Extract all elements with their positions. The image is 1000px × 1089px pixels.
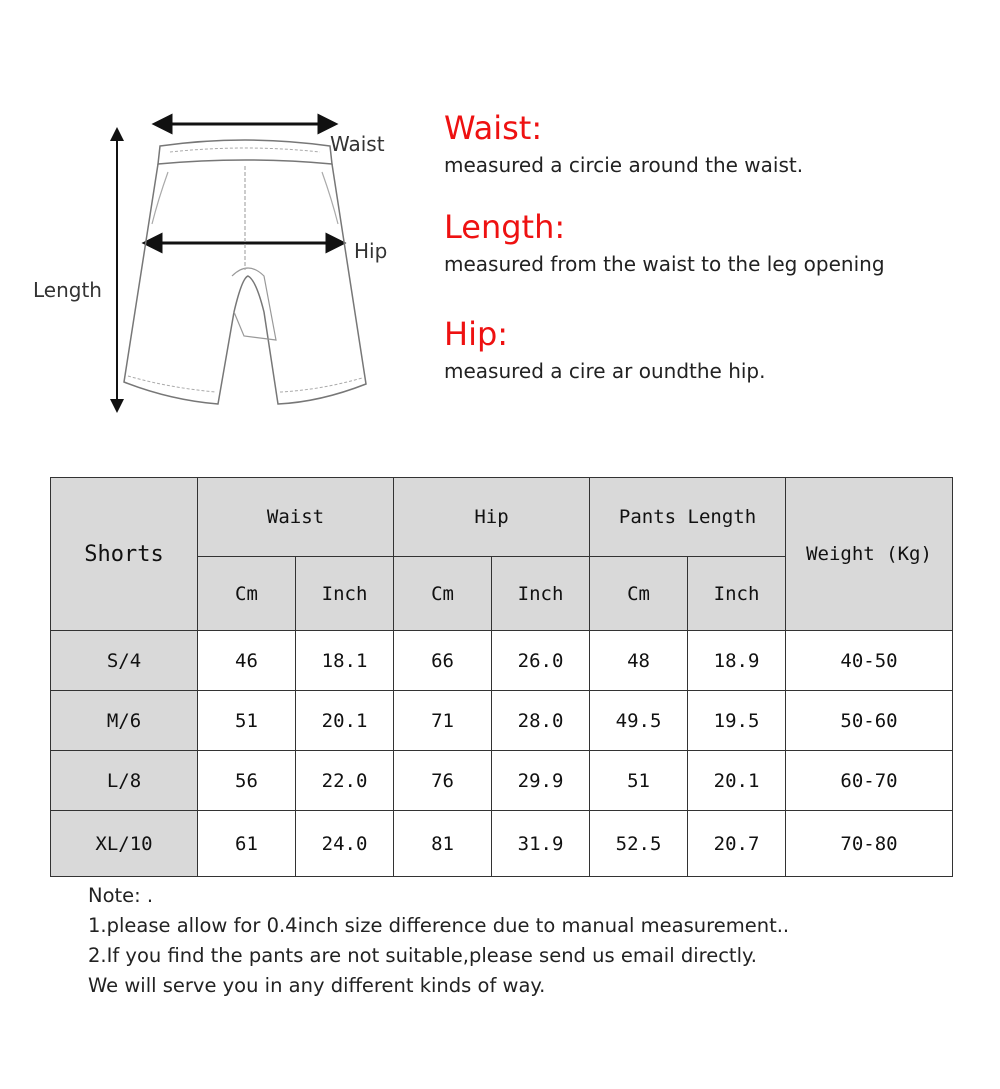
- value-cell: 48: [590, 631, 688, 691]
- value-cell: 76: [394, 751, 492, 811]
- value-cell: 19.5: [688, 691, 786, 751]
- value-cell: 71: [394, 691, 492, 751]
- definition-hip: [444, 316, 765, 384]
- size-cell: M/6: [51, 691, 198, 751]
- value-cell: 66: [394, 631, 492, 691]
- value-cell: 46: [198, 631, 296, 691]
- unit-header: Cm: [590, 557, 688, 631]
- value-cell: 51: [590, 751, 688, 811]
- value-cell: 70-80: [786, 811, 953, 877]
- value-cell: 29.9: [492, 751, 590, 811]
- value-cell: 26.0: [492, 631, 590, 691]
- definition-title: Length:: [444, 208, 566, 246]
- definition-length: [444, 209, 885, 277]
- definition-title: Hip:: [444, 315, 509, 353]
- waist-header: Waist: [198, 478, 394, 557]
- value-cell: 22.0: [296, 751, 394, 811]
- value-cell: 61: [198, 811, 296, 877]
- value-cell: 51: [198, 691, 296, 751]
- unit-header: Inch: [296, 557, 394, 631]
- size-chart-table: [50, 477, 953, 877]
- size-cell: L/8: [51, 751, 198, 811]
- value-cell: 49.5: [590, 691, 688, 751]
- diagram-hip-label: Hip: [354, 239, 388, 263]
- pants-length-header: Pants Length: [590, 478, 786, 557]
- size-cell: S/4: [51, 631, 198, 691]
- size-cell: XL/10: [51, 811, 198, 877]
- notes-section: [88, 881, 968, 1001]
- definition-title: Waist:: [444, 109, 543, 147]
- value-cell: 50-60: [786, 691, 953, 751]
- table-row: [51, 691, 953, 751]
- diagram-waist-label: Waist: [330, 132, 385, 156]
- value-cell: 60-70: [786, 751, 953, 811]
- value-cell: 24.0: [296, 811, 394, 877]
- value-cell: 20.7: [688, 811, 786, 877]
- shorts-measurement-diagram: [20, 100, 420, 430]
- definition-description: measured a circie around the waist.: [444, 153, 804, 177]
- value-cell: 18.1: [296, 631, 394, 691]
- value-cell: 28.0: [492, 691, 590, 751]
- note-line: 2.If you find the pants are not suitable,please send us email directly.: [88, 944, 757, 967]
- unit-header: Cm: [394, 557, 492, 631]
- value-cell: 31.9: [492, 811, 590, 877]
- diagram-length-label: Length: [33, 278, 102, 302]
- hip-header: Hip: [394, 478, 590, 557]
- note-heading: Note: .: [88, 884, 154, 907]
- definition-description: measured a cire ar oundthe hip.: [444, 359, 766, 383]
- value-cell: 20.1: [688, 751, 786, 811]
- shorts-header: Shorts: [51, 478, 198, 631]
- note-line: 1.please allow for 0.4inch size difference due to manual measurement..: [88, 914, 790, 937]
- table-row: [51, 811, 953, 877]
- unit-header: Inch: [492, 557, 590, 631]
- value-cell: 81: [394, 811, 492, 877]
- table-row: [51, 751, 953, 811]
- note-line: We will serve you in any different kinds of way.: [88, 974, 546, 997]
- value-cell: 56: [198, 751, 296, 811]
- value-cell: 20.1: [296, 691, 394, 751]
- table-row: [51, 631, 953, 691]
- definition-waist: [444, 110, 803, 178]
- value-cell: 18.9: [688, 631, 786, 691]
- value-cell: 40-50: [786, 631, 953, 691]
- weight-header: Weight (Kg): [786, 478, 953, 631]
- value-cell: 52.5: [590, 811, 688, 877]
- table-header-row: [51, 478, 953, 557]
- unit-header: Cm: [198, 557, 296, 631]
- definition-description: measured from the waist to the leg opening: [444, 252, 885, 276]
- unit-header: Inch: [688, 557, 786, 631]
